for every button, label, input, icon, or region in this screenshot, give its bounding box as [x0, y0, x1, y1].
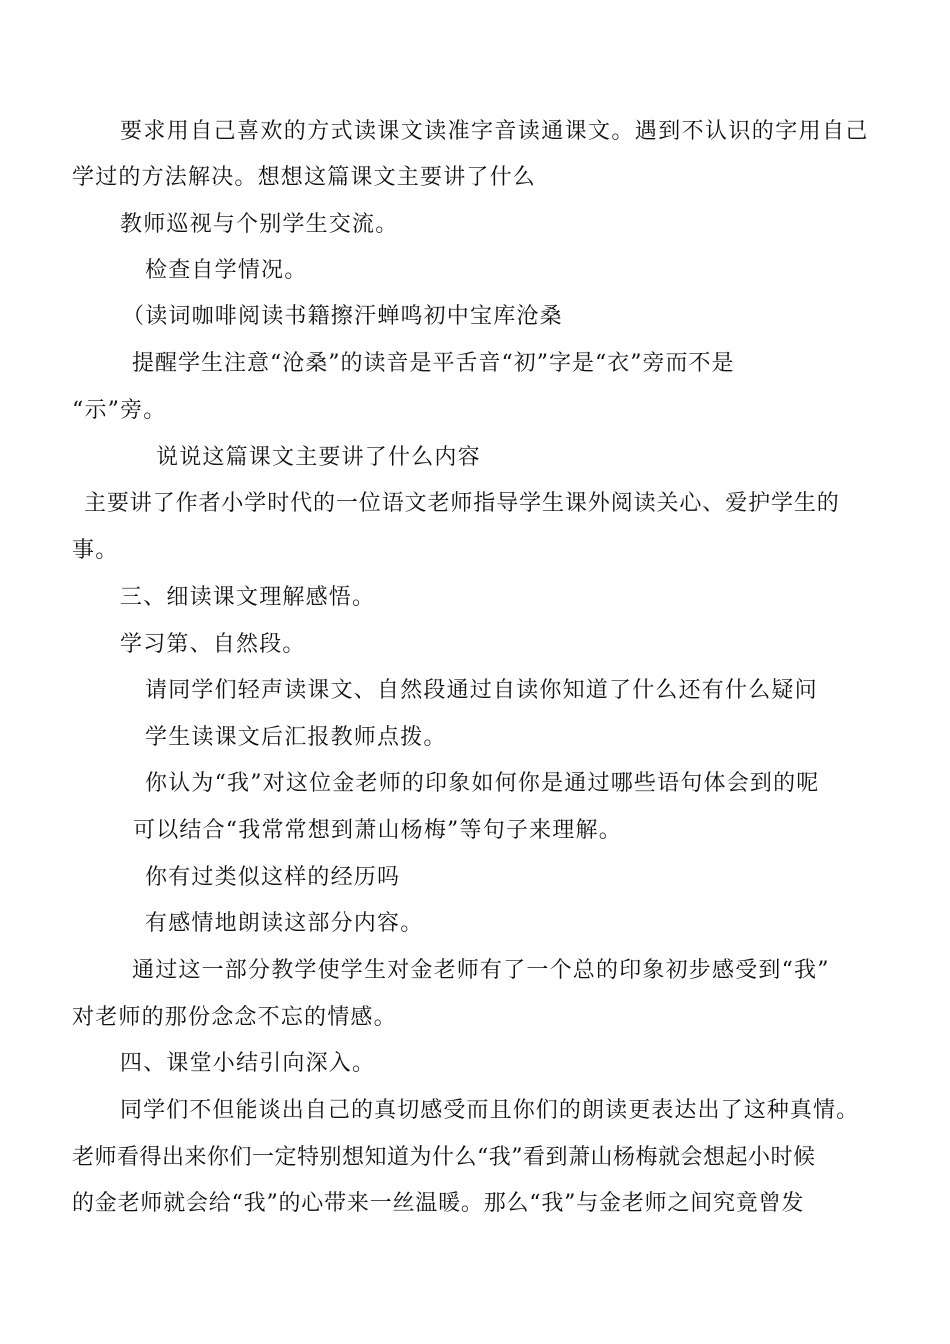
text-line: 提醒学生注意“沧桑”的读音是平舌音“初”字是“衣”旁而不是: [132, 351, 735, 376]
text-line: 学习第、自然段。: [120, 632, 306, 657]
text-line: 你有过类似这样的经历吗: [145, 865, 401, 890]
text-line: 可以结合“我常常想到萧山杨梅”等句子来理解。: [133, 818, 622, 843]
text-line: 检查自学情况。: [145, 258, 308, 283]
text-line: 主要讲了作者小学时代的一位语文老师指导学生课外阅读关心、爱护学生的: [84, 491, 840, 516]
text-line: 学过的方法解决。想想这篇课文主要讲了什么: [72, 165, 537, 190]
text-line: 同学们不但能谈出自己的真切感受而且你们的朗读更表达出了这种真情。: [120, 1098, 860, 1123]
text-line: 教师巡视与个别学生交流。: [120, 212, 399, 237]
text-line: 学生读课文后汇报教师点拨。: [145, 725, 447, 750]
text-line: 说说这篇课文主要讲了什么内容: [156, 445, 481, 470]
text-line: 事。: [72, 538, 119, 563]
text-line: 要求用自己喜欢的方式读课文读准字音读通课文。遇到不认识的字用自己: [120, 119, 869, 144]
text-line: 有感情地朗读这部分内容。: [145, 911, 424, 936]
text-line: 请同学们轻声读课文、自然段通过自读你知道了什么还有什么疑问: [145, 678, 818, 703]
text-line: 通过这一部分教学使学生对金老师有了一个总的印象初步感受到“我”: [132, 958, 830, 983]
text-line: 四、课堂小结引向深入。: [120, 1051, 376, 1076]
text-line: 对老师的那份念念不忘的情感。: [72, 1005, 397, 1030]
text-line: 三、细读课文理解感悟。: [120, 585, 376, 610]
text-line: （读词咖啡阅读书籍擦汗蝉鸣初中宝库沧桑: [122, 304, 563, 329]
text-line: 的金老师就会给“我”的心带来一丝温暖。那么“我”与金老师之间究竟曾发: [72, 1191, 805, 1216]
text-line: “示”旁。: [72, 398, 167, 423]
text-line: 老师看得出来你们一定特别想知道为什么“我”看到萧山杨梅就会想起小时候: [72, 1145, 816, 1170]
text-line: 你认为“我”对这位金老师的印象如何你是通过哪些语句体会到的呢: [145, 771, 820, 796]
